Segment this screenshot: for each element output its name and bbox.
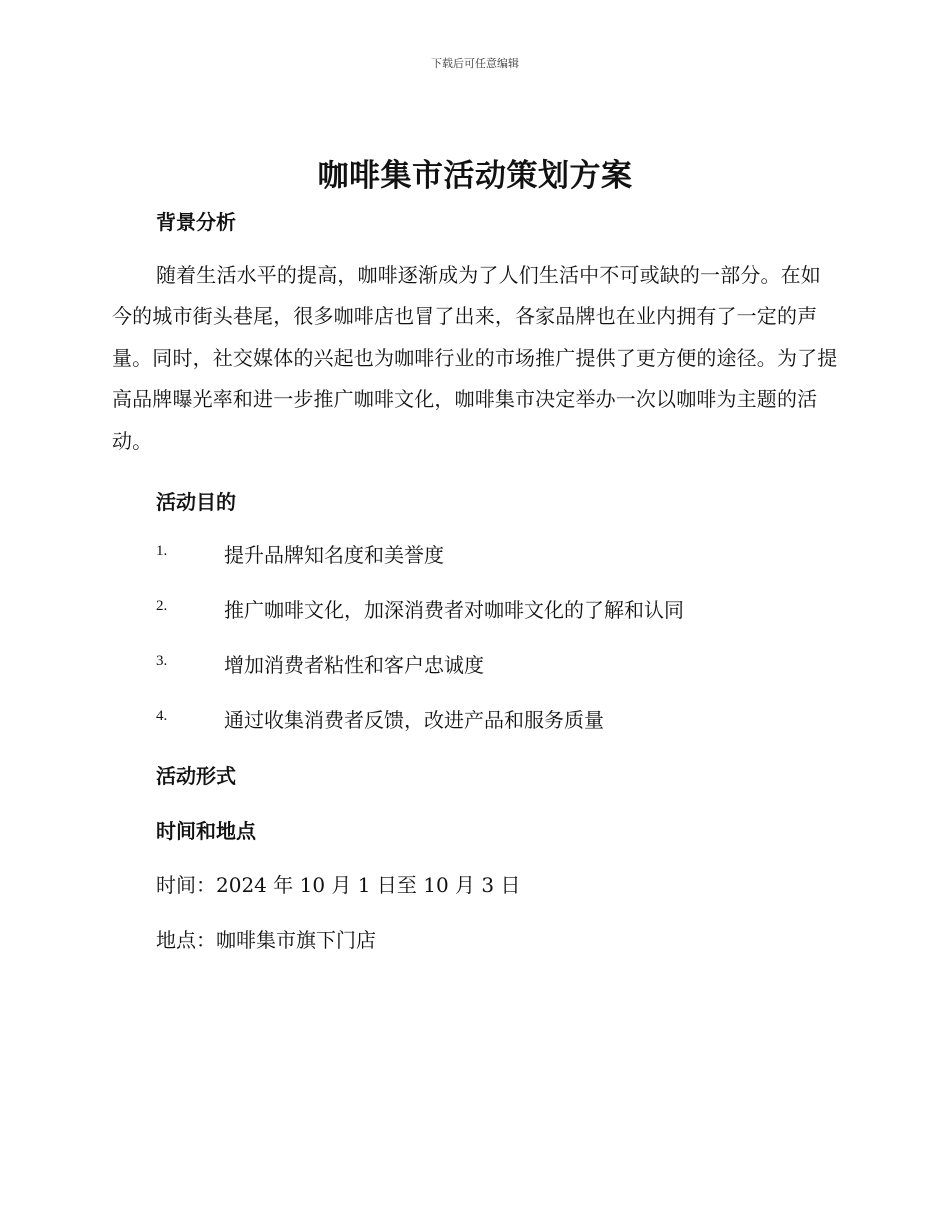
heading-goals: 活动目的 xyxy=(156,490,236,514)
time-line: 时间：2024 年 10 月 1 日至 10 月 3 日 xyxy=(156,873,521,897)
list-text: 提升品牌知名度和美誉度 xyxy=(224,543,444,567)
goals-list xyxy=(156,535,856,755)
list-item xyxy=(156,590,856,645)
list-number: 2. xyxy=(156,598,168,614)
heading-time-place: 时间和地点 xyxy=(156,819,256,843)
heading-format: 活动形式 xyxy=(156,764,236,788)
place-line: 地点：咖啡集市旗下门店 xyxy=(156,928,376,952)
list-text: 推广咖啡文化，加深消费者对咖啡文化的了解和认同 xyxy=(224,598,684,622)
list-text: 通过收集消费者反馈，改进产品和服务质量 xyxy=(224,708,604,732)
list-item xyxy=(156,535,856,590)
list-number: 4. xyxy=(156,708,168,724)
list-item xyxy=(156,645,856,700)
background-paragraph: 随着生活水平的提高，咖啡逐渐成为了人们生活中不可或缺的一部分。在如今的城市街头巷尾，很多咖啡店也冒了出来，各家品牌也在业内拥有了一定的声量。同时，社交媒体的兴起也为咖啡行业的市场推广提供了更方便的途径。为了提高品牌曝光率和进一步推广咖啡文化，咖啡集市决定举办一次以咖啡为主题的活动。 xyxy=(112,263,838,453)
header-note: 下载后可任意编辑 xyxy=(431,57,519,70)
list-number: 3. xyxy=(156,653,168,669)
document-title: 咖啡集市活动策划方案 xyxy=(317,158,633,194)
list-number: 1. xyxy=(156,543,168,559)
heading-background: 背景分析 xyxy=(156,210,236,234)
list-text: 增加消费者粘性和客户忠诚度 xyxy=(224,653,484,677)
list-item xyxy=(156,700,856,755)
